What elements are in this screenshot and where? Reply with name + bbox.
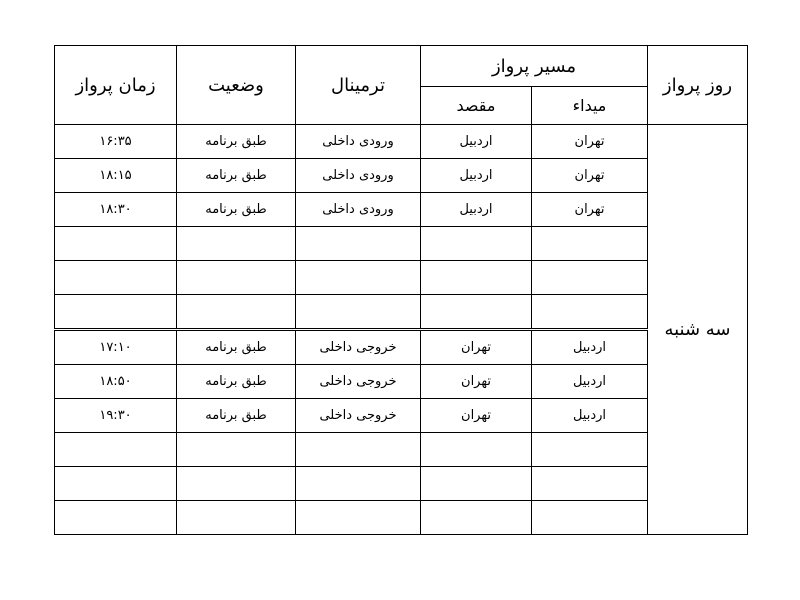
time-cell	[55, 501, 177, 535]
time-cell: ۱۸:۵۰	[55, 365, 177, 399]
table-row	[55, 261, 748, 295]
terminal-cell	[296, 467, 421, 501]
status-cell: طبق برنامه	[177, 399, 296, 433]
terminal-cell	[296, 433, 421, 467]
status-cell: طبق برنامه	[177, 159, 296, 193]
status-cell: طبق برنامه	[177, 193, 296, 227]
header-row	[55, 46, 748, 87]
origin-cell	[532, 467, 648, 501]
time-cell	[55, 467, 177, 501]
origin-cell: اردبیل	[532, 399, 648, 433]
destination-cell	[421, 433, 532, 467]
terminal-cell: ورودی داخلی	[296, 125, 421, 159]
terminal-header: ترمینال	[296, 46, 421, 125]
time-cell: ۱۶:۳۵	[55, 125, 177, 159]
status-cell	[177, 295, 296, 330]
table-row	[55, 227, 748, 261]
terminal-cell	[296, 501, 421, 535]
destination-cell: اردبیل	[421, 193, 532, 227]
destination-cell	[421, 501, 532, 535]
time-cell	[55, 433, 177, 467]
origin-cell	[532, 295, 648, 330]
schedule-body	[55, 125, 748, 535]
status-cell	[177, 501, 296, 535]
destination-cell: تهران	[421, 365, 532, 399]
terminal-cell	[296, 227, 421, 261]
table-row	[55, 295, 748, 330]
table-row	[55, 193, 748, 227]
status-cell: طبق برنامه	[177, 330, 296, 365]
origin-cell	[532, 227, 648, 261]
table-row	[55, 467, 748, 501]
time-cell: ۱۷:۱۰	[55, 330, 177, 365]
terminal-cell	[296, 295, 421, 330]
status-cell: طبق برنامه	[177, 365, 296, 399]
destination-cell	[421, 467, 532, 501]
day-header: روز پرواز	[648, 46, 748, 125]
status-cell	[177, 433, 296, 467]
terminal-cell: خروجی داخلی	[296, 399, 421, 433]
time-cell	[55, 227, 177, 261]
origin-cell	[532, 501, 648, 535]
status-header: وضعیت	[177, 46, 296, 125]
origin-header: میداء	[532, 87, 648, 125]
route-header: مسیر پرواز	[421, 46, 648, 87]
destination-cell: تهران	[421, 330, 532, 365]
origin-cell: اردبیل	[532, 365, 648, 399]
destination-cell	[421, 295, 532, 330]
table-row	[55, 365, 748, 399]
destination-cell: تهران	[421, 399, 532, 433]
status-cell: طبق برنامه	[177, 125, 296, 159]
origin-cell	[532, 261, 648, 295]
time-header: زمان پرواز	[55, 46, 177, 125]
table-row	[55, 433, 748, 467]
time-cell: ۱۹:۳۰	[55, 399, 177, 433]
table-row	[55, 501, 748, 535]
origin-cell: تهران	[532, 193, 648, 227]
destination-cell: اردبیل	[421, 125, 532, 159]
origin-cell: تهران	[532, 125, 648, 159]
origin-cell: اردبیل	[532, 330, 648, 365]
terminal-cell	[296, 261, 421, 295]
flight-schedule-table	[54, 45, 748, 535]
day-cell: سه شنبه	[648, 125, 748, 535]
destination-cell	[421, 227, 532, 261]
terminal-cell: ورودی داخلی	[296, 159, 421, 193]
status-cell	[177, 467, 296, 501]
destination-header: مقصد	[421, 87, 532, 125]
terminal-cell: خروجی داخلی	[296, 365, 421, 399]
table-row	[55, 159, 748, 193]
time-cell	[55, 261, 177, 295]
origin-cell: تهران	[532, 159, 648, 193]
status-cell	[177, 227, 296, 261]
time-cell: ۱۸:۱۵	[55, 159, 177, 193]
origin-cell	[532, 433, 648, 467]
destination-cell	[421, 261, 532, 295]
table-row	[55, 125, 748, 159]
table-row	[55, 330, 748, 365]
status-cell	[177, 261, 296, 295]
terminal-cell: ورودی داخلی	[296, 193, 421, 227]
time-cell: ۱۸:۳۰	[55, 193, 177, 227]
destination-cell: اردبیل	[421, 159, 532, 193]
table-row	[55, 399, 748, 433]
terminal-cell: خروجی داخلی	[296, 330, 421, 365]
time-cell	[55, 295, 177, 330]
